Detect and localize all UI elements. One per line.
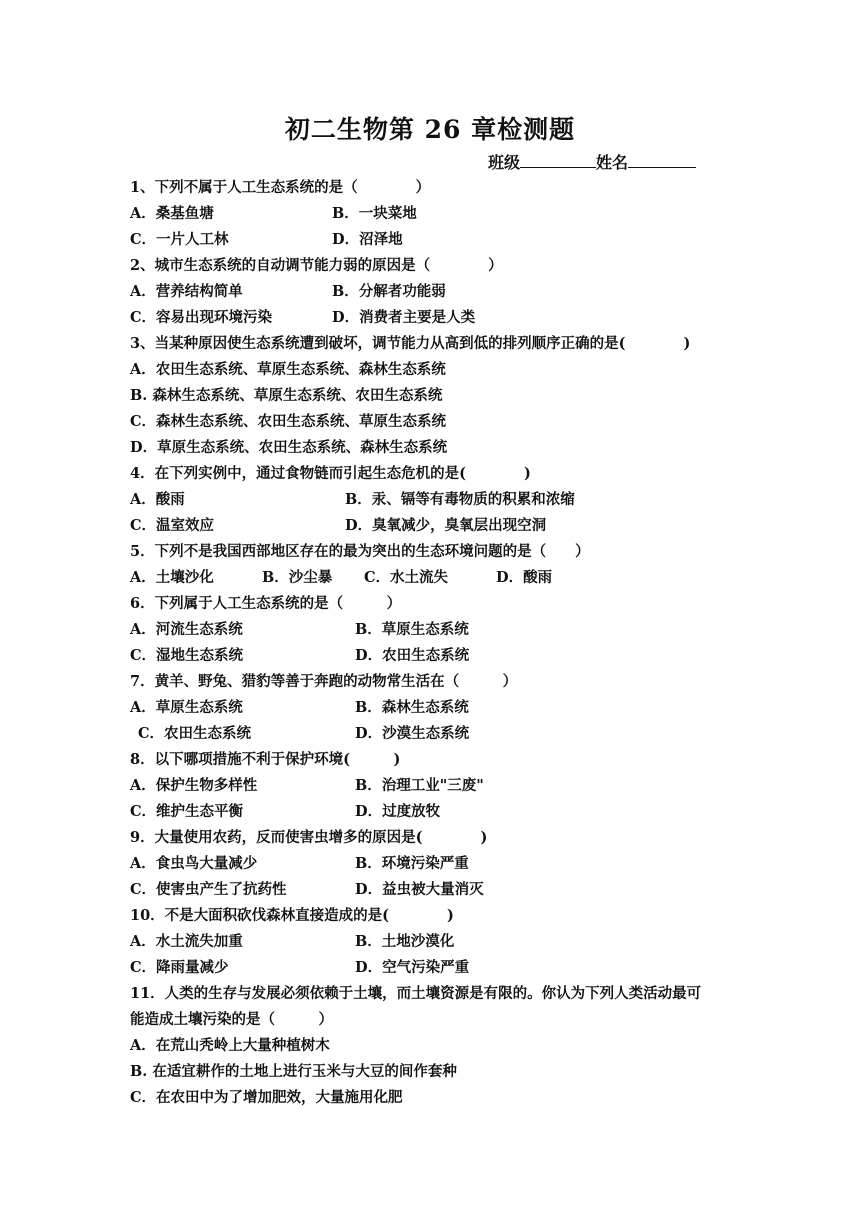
option: D．沼泽地 (332, 231, 403, 248)
question-stem: 1、下列不属于人工生态系统的是（ ） (130, 179, 431, 196)
option: C．在农田中为了增加肥效，大量施用化肥 (130, 1089, 403, 1106)
option: C．农田生态系统 (138, 725, 252, 742)
option: D．益虫被大量消灭 (355, 881, 484, 898)
option: C．使害虫产生了抗药性 (130, 881, 287, 898)
option: A．酸雨 (130, 491, 185, 508)
question-stem: 5．下列不是我国西部地区存在的最为突出的生态环境问题的是（ ） (130, 543, 590, 560)
option: B．土地沙漠化 (355, 933, 455, 950)
option: A．土壤沙化 (130, 569, 214, 586)
option: B．森林生态系统 (355, 699, 469, 716)
option: A．农田生态系统、草原生态系统、森林生态系统 (130, 361, 446, 378)
option: D．酸雨 (496, 569, 553, 586)
option: C．容易出现环境污染 (130, 309, 273, 326)
question-stem: 9．大量使用农药，反而使害虫增多的原因是( ) (130, 829, 488, 846)
option: B. 森林生态系统、草原生态系统、农田生态系统 (130, 387, 443, 404)
name-label: 姓名 (596, 153, 629, 172)
option: A．草原生态系统 (130, 699, 243, 716)
page-title: 初二生物第 26 章检测题 (284, 115, 576, 144)
question-stem: 11．人类的生存与发展必须依赖于土壤，而土壤资源是有限的。你认为下列人类活动最可 (130, 985, 702, 1002)
student-info-line (488, 150, 696, 173)
option: B．汞、镉等有毒物质的积累和浓缩 (345, 491, 575, 508)
option: B．环境污染严重 (355, 855, 469, 872)
option: C．温室效应 (130, 517, 215, 534)
question-stem: 6．下列属于人工生态系统的是（ ） (130, 595, 402, 612)
question-stem: 4．在下列实例中，通过食物链而引起生态危机的是( ) (130, 465, 531, 482)
option: D．过度放牧 (355, 803, 441, 820)
question-stem: 8．以下哪项措施不利于保护环境( ) (130, 751, 401, 768)
option: D．消费者主要是人类 (332, 309, 476, 326)
option: A．保护生物多样性 (130, 777, 258, 794)
option: A．营养结构简单 (130, 283, 243, 300)
option: B．分解者功能弱 (332, 283, 446, 300)
class-blank[interactable] (520, 151, 596, 168)
option: D．草原生态系统、农田生态系统、森林生态系统 (130, 439, 448, 456)
option: C．森林生态系统、农田生态系统、草原生态系统 (130, 413, 447, 430)
option: D．农田生态系统 (355, 647, 470, 664)
question-stem-continued: 能造成土壤污染的是（ ） (130, 1011, 333, 1028)
option: D．沙漠生态系统 (355, 725, 470, 742)
option: C．水土流失 (364, 569, 449, 586)
question-stem: 2、城市生态系统的自动调节能力弱的原因是（ ） (130, 257, 503, 274)
name-blank[interactable] (628, 151, 696, 168)
option: C．一片人工林 (130, 231, 229, 248)
question-stem: 3、当某种原因使生态系统遭到破坏，调节能力从高到低的排列顺序正确的是( ) (130, 335, 691, 352)
option: A．河流生态系统 (130, 621, 243, 638)
option: B．一块菜地 (332, 205, 417, 222)
option: D．臭氧减少，臭氧层出现空洞 (345, 517, 547, 534)
option: B．沙尘暴 (262, 569, 333, 586)
option: A．在荒山秃岭上大量种植树木 (130, 1037, 330, 1054)
option: A．食虫鸟大量减少 (130, 855, 258, 872)
option: C．降雨量减少 (130, 959, 229, 976)
option: C．湿地生态系统 (130, 647, 244, 664)
question-stem: 10．不是大面积砍伐森林直接造成的是( ) (130, 907, 454, 924)
class-label: 班级 (488, 153, 521, 172)
question-stem: 7．黄羊、野兔、猎豹等善于奔跑的动物常生活在（ ） (130, 673, 518, 690)
option: A．桑基鱼塘 (130, 205, 214, 222)
option: A．水土流失加重 (130, 933, 243, 950)
option: C．维护生态平衡 (130, 803, 244, 820)
option: D．空气污染严重 (355, 959, 470, 976)
option: B. 在适宜耕作的土地上进行玉米与大豆的间作套种 (130, 1063, 457, 1080)
option: B．治理工业"三废" (355, 777, 484, 794)
option: B．草原生态系统 (355, 621, 469, 638)
